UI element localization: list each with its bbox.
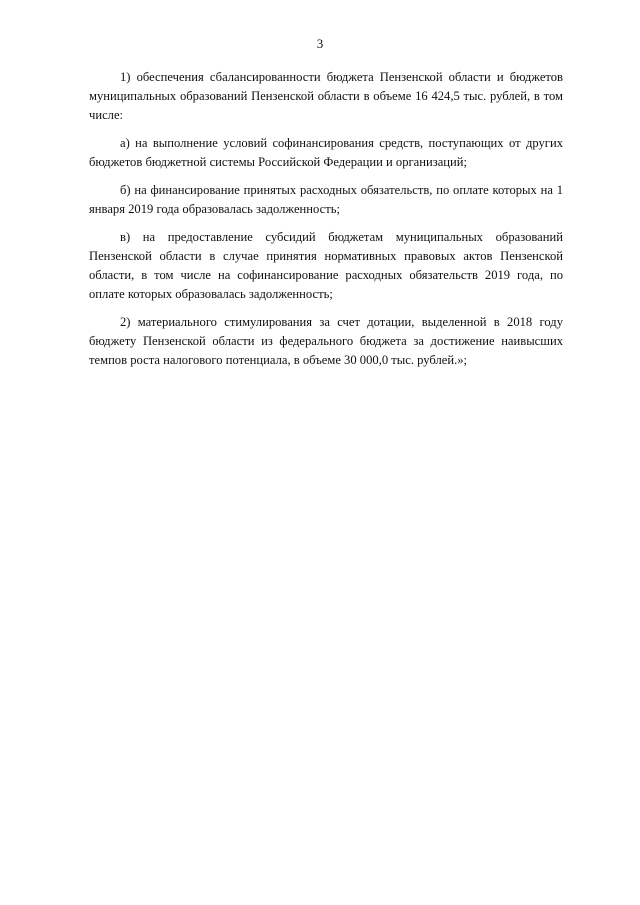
paragraph-item-2: 2) материального стимулирования за счет дотации, выделенной в 2018 году бюджету Пензенской области из федерального бюджета за достижение наивысших темпов роста налогового потенциала, в объеме 30 000,0 тыс. рублей.»; <box>89 315 563 367</box>
paragraph-subitem-b: б) на финансирование принятых расходных обязательств, по оплате которых на 1 января 2019 года образовалась задолженность; <box>89 183 563 216</box>
paragraph-item-1: 1) обеспечения сбалансированности бюджета Пензенской области и бюджетов муниципальных образований Пензенской области в объеме 16 424,5 тыс. рублей, в том числе: <box>89 70 563 122</box>
paragraph-subitem-v: в) на предоставление субсидий бюджетам муниципальных образований Пензенской области в случае принятия нормативных правовых актов Пензенской области, в том числе на софинансирование расходных обязательств 2019 года, по оплате которых образовалась задолженность; <box>89 230 563 301</box>
document-body <box>89 68 563 379</box>
page-number: 3 <box>316 36 324 51</box>
paragraph-subitem-a: а) на выполнение условий софинансирования средств, поступающих от других бюджетов бюджетной системы Российской Федерации и организаций; <box>89 136 563 169</box>
